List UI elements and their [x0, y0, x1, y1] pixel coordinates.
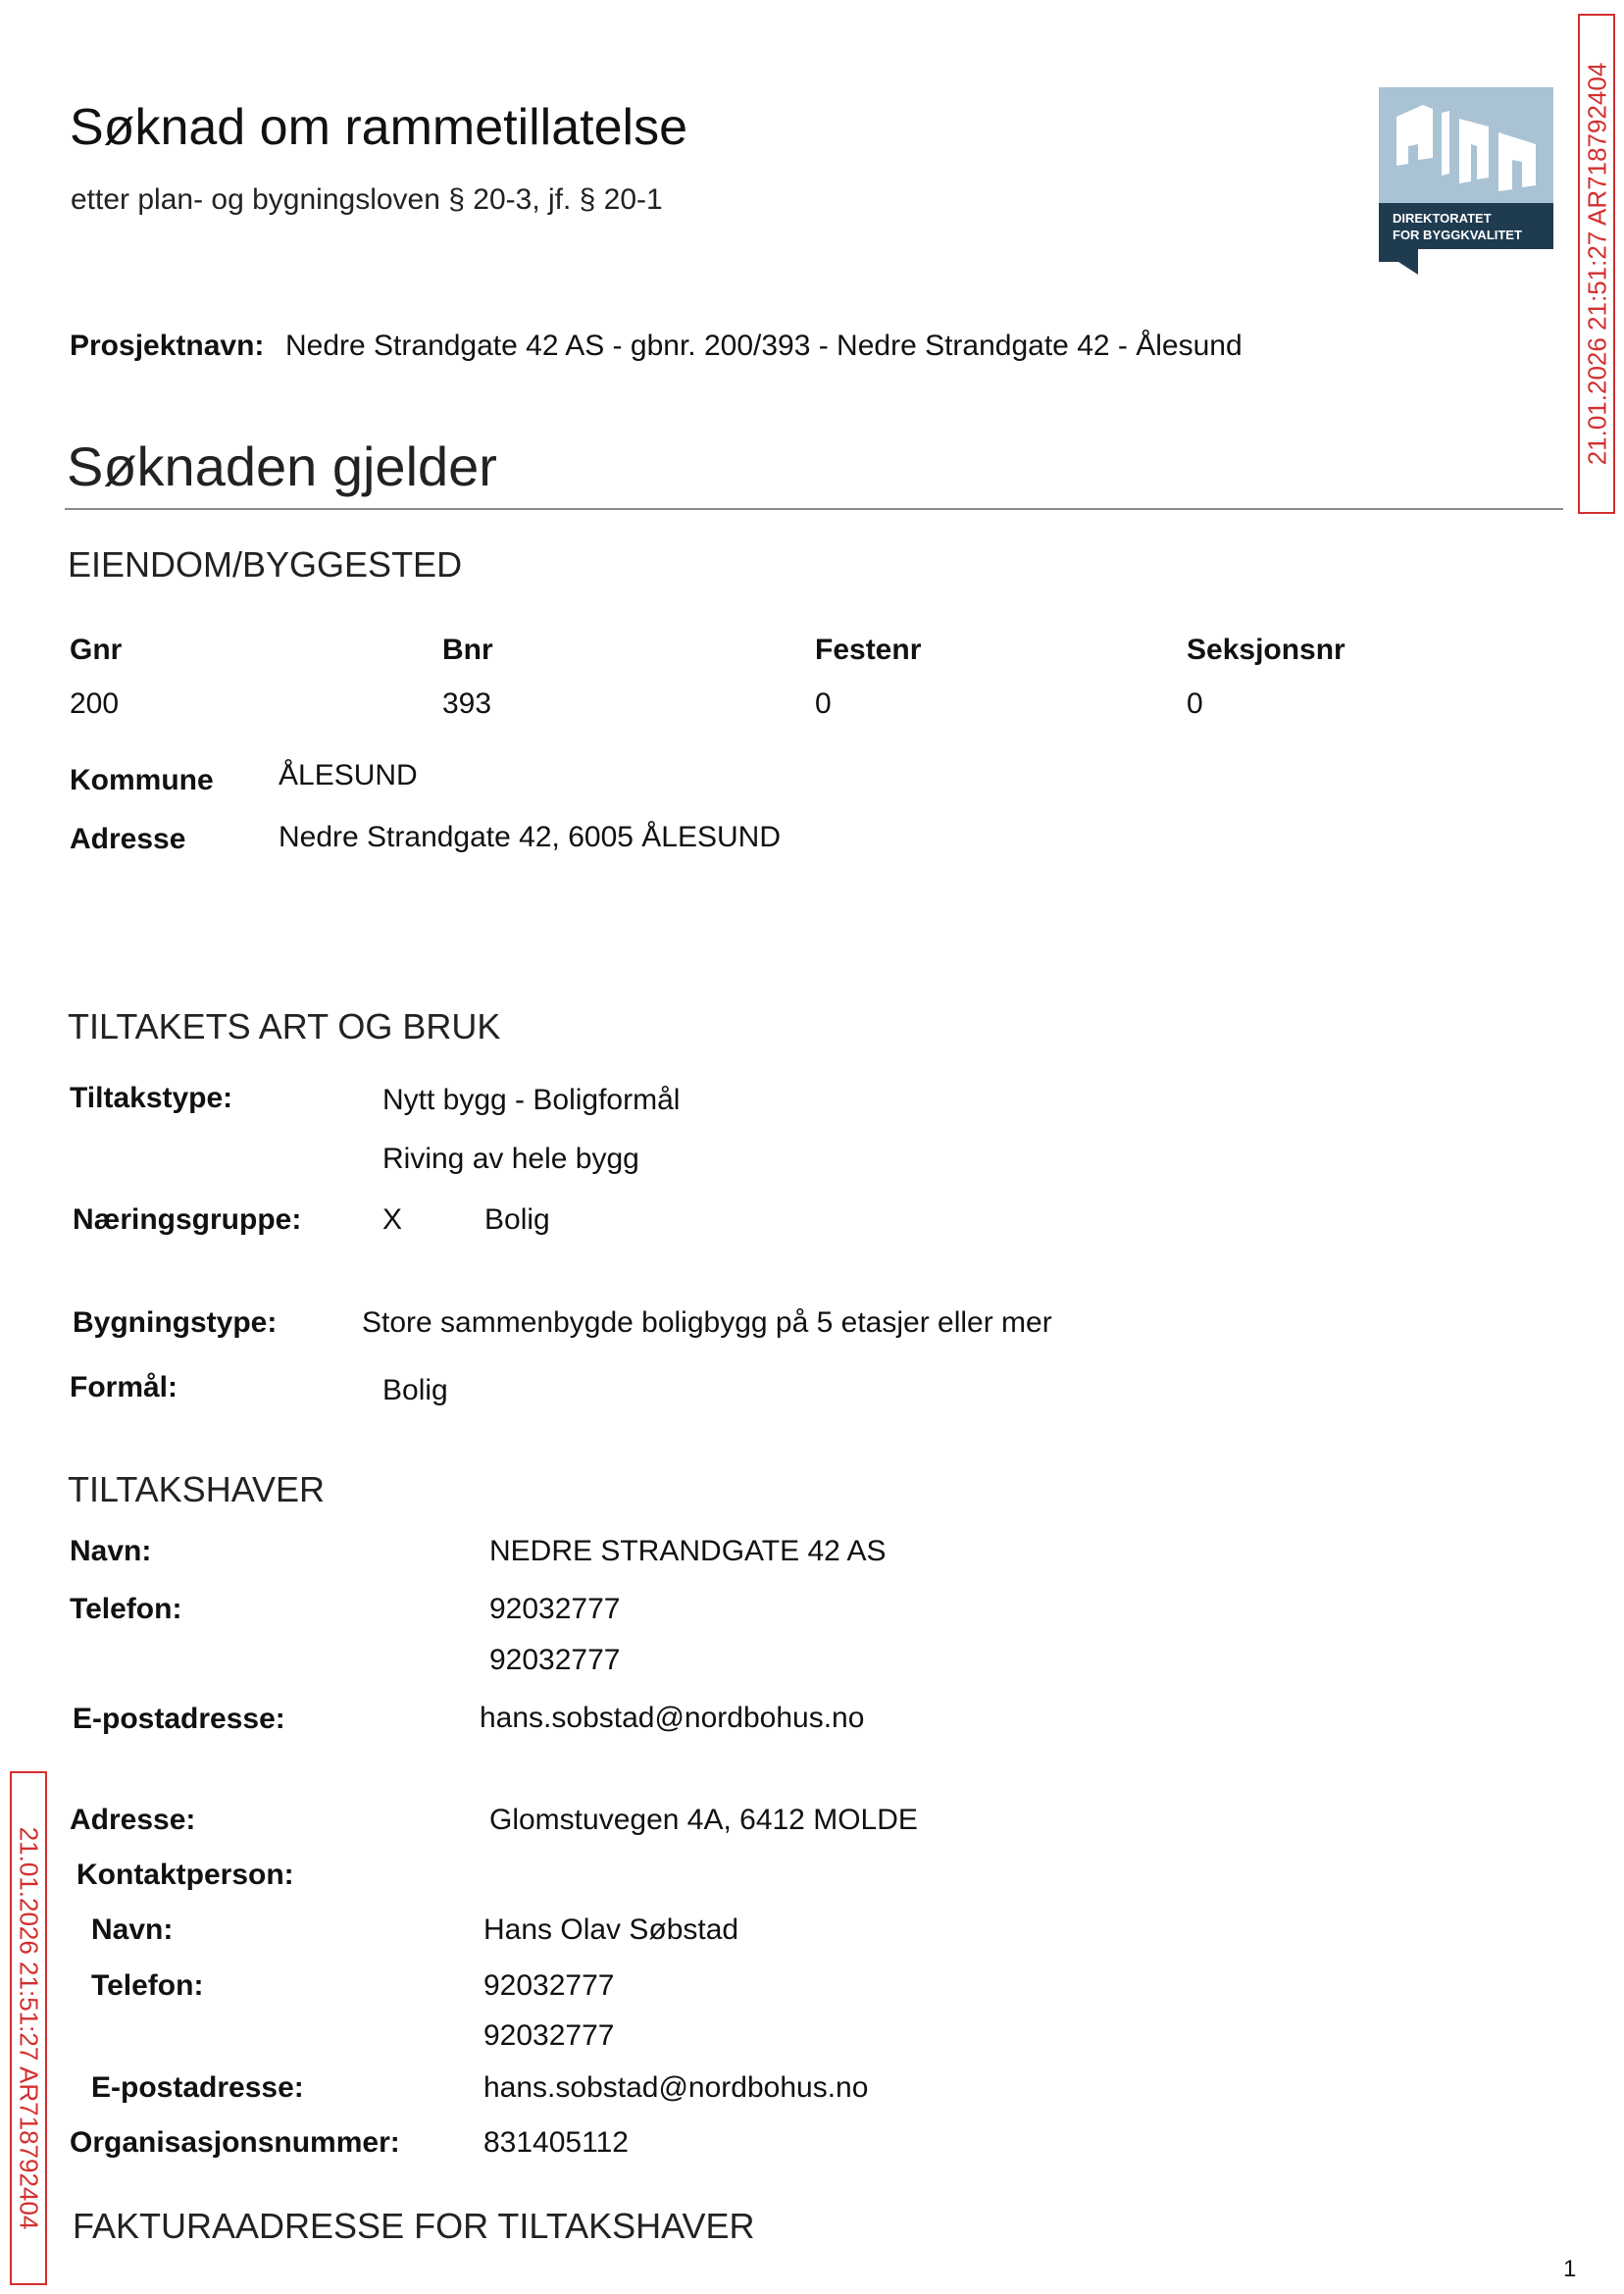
section-heading-tiltak: TILTAKETS ART OG BRUK [68, 1006, 501, 1046]
project-value: Nedre Strandgate 42 AS - gbnr. 200/393 - Nedre Strandgate 42 - Ålesund [285, 330, 1243, 362]
project-label: Prosjektnavn: [70, 330, 265, 362]
timestamp-stamp-left [10, 1771, 47, 2285]
tiltakshaver-navn-value: NEDRE STRANDGATE 42 AS [489, 1535, 887, 1567]
orgnr-value: 831405112 [483, 2126, 629, 2159]
logo-text-line1: DIREKTORATET [1393, 211, 1492, 226]
seksjonsnr-value: 0 [1187, 688, 1203, 720]
kontaktperson-telefon-2: 92032777 [483, 2019, 615, 2052]
kommune-value: ÅLESUND [279, 759, 418, 791]
bnr-label: Bnr [442, 634, 493, 666]
kontaktperson-label: Kontaktperson: [76, 1859, 294, 1891]
naeringsgruppe-code: X [382, 1203, 403, 1236]
section-heading-tiltakshaver: TILTAKSHAVER [68, 1469, 326, 1509]
tiltakstype-value-1: Nytt bygg - Boligformål [382, 1084, 681, 1116]
page-title: Søknad om rammetillatelse [70, 99, 687, 156]
logo-text-line2: FOR BYGGKVALITET [1393, 228, 1522, 242]
stamp-text: 21.01.2026 21:51:27 AR718792404 [1582, 62, 1612, 466]
kontaktperson-navn-value: Hans Olav Søbstad [483, 1913, 739, 1946]
festenr-label: Festenr [815, 634, 922, 666]
gnr-value: 200 [70, 688, 120, 720]
tiltakshaver-epost-label: E-postadresse: [73, 1703, 285, 1735]
kontaktperson-telefon-label: Telefon: [91, 1969, 204, 2002]
tiltakshaver-telefon-2: 92032777 [489, 1644, 621, 1676]
kontaktperson-telefon-1: 92032777 [483, 1969, 615, 2002]
naeringsgruppe-label: Næringsgruppe: [73, 1203, 302, 1236]
section-heading-faktura: FAKTURAADRESSE FOR TILTAKSHAVER [73, 2206, 755, 2246]
bnr-value: 393 [442, 688, 492, 720]
tiltakstype-label: Tiltakstype: [70, 1082, 233, 1114]
seksjonsnr-label: Seksjonsnr [1187, 634, 1345, 666]
kommune-label: Kommune [70, 764, 214, 796]
tiltakshaver-adresse-label: Adresse: [70, 1804, 196, 1836]
tiltakshaver-telefon-1: 92032777 [489, 1593, 621, 1625]
kontaktperson-epost-value: hans.sobstad@nordbohus.no [483, 2071, 869, 2104]
kontaktperson-navn-label: Navn: [91, 1913, 174, 1946]
adresse-label: Adresse [70, 823, 186, 855]
adresse-value: Nedre Strandgate 42, 6005 ÅLESUND [279, 821, 781, 853]
naeringsgruppe-value: Bolig [484, 1203, 550, 1236]
page-number: 1 [1563, 2256, 1577, 2282]
festenr-value: 0 [815, 688, 832, 720]
tiltakstype-value-2: Riving av hele bygg [382, 1143, 639, 1175]
tiltakshaver-navn-label: Navn: [70, 1535, 152, 1567]
section-divider [65, 508, 1563, 510]
formal-label: Formål: [70, 1371, 178, 1403]
bygningstype-label: Bygningstype: [73, 1306, 278, 1339]
page-subtitle: etter plan- og bygningsloven § 20-3, jf. § 20-1 [71, 183, 663, 216]
tiltakshaver-telefon-label: Telefon: [70, 1593, 182, 1625]
orgnr-label: Organisasjonsnummer: [70, 2126, 400, 2159]
kontaktperson-epost-label: E-postadresse: [91, 2071, 304, 2104]
stamp-text: 21.01.2026 21:51:27 AR718792404 [14, 1826, 44, 2230]
dibk-logo [1379, 87, 1553, 275]
section-heading-eiendom: EIENDOM/BYGGESTED [68, 544, 463, 585]
formal-value: Bolig [382, 1374, 448, 1406]
tiltakshaver-adresse-value: Glomstuvegen 4A, 6412 MOLDE [489, 1804, 918, 1836]
timestamp-stamp-right [1578, 14, 1615, 514]
bygningstype-value: Store sammenbygde boligbygg på 5 etasjer eller mer [362, 1306, 1052, 1339]
gnr-label: Gnr [70, 634, 123, 666]
tiltakshaver-epost-value: hans.sobstad@nordbohus.no [480, 1702, 865, 1734]
section-heading-soknaden: Søknaden gjelder [67, 435, 497, 497]
